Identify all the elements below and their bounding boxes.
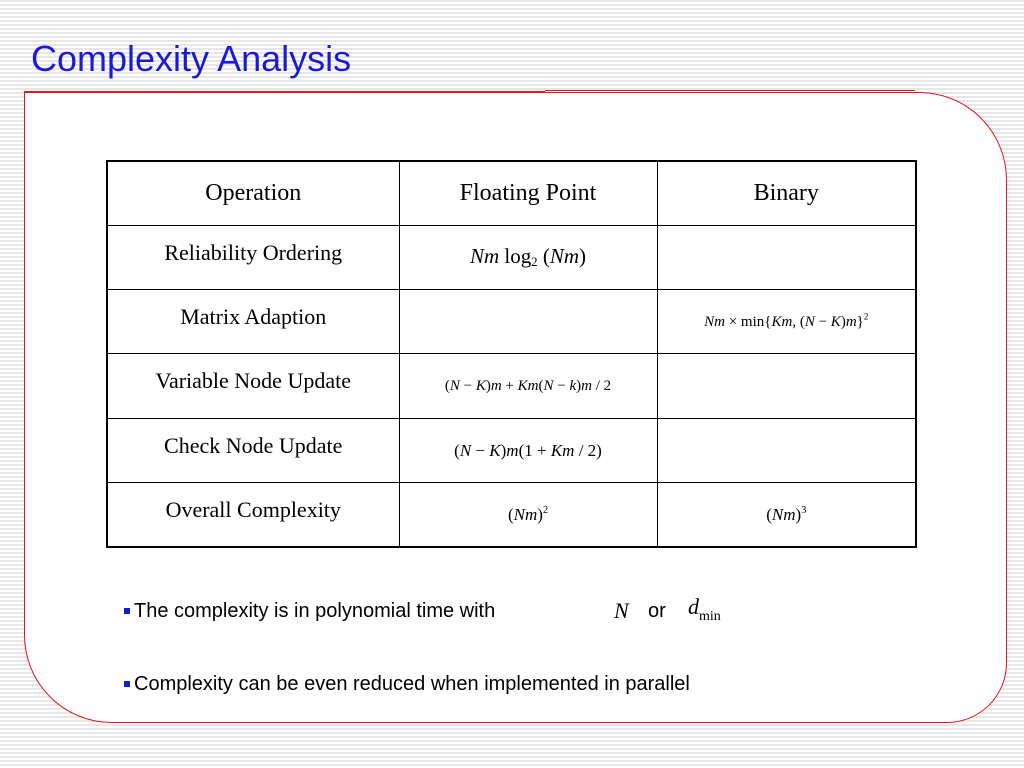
operation-label: Reliability Ordering xyxy=(164,240,343,265)
floating-point-cell xyxy=(399,290,657,354)
complexity-table xyxy=(106,160,917,548)
operation-cell xyxy=(107,290,399,354)
formula-reliability-ordering: Nm $\log_2 (Nm)$ xyxy=(469,244,586,270)
formula-overall-binary: $(Nm)^3$ xyxy=(766,504,807,524)
bullet-connector: or xyxy=(648,600,666,622)
math-variable-dmin xyxy=(688,594,721,624)
formula-overall-floating: $(Nm)^2$ xyxy=(507,504,549,524)
slide-title: Complexity Analysis xyxy=(31,38,352,79)
dmin-subscript: min xyxy=(699,609,721,624)
bullet-square-icon xyxy=(124,681,130,687)
binary-cell xyxy=(657,418,916,482)
table-row xyxy=(107,354,916,418)
table-row xyxy=(107,290,916,354)
binary-cell xyxy=(657,354,916,418)
math-variable-n: N xyxy=(614,598,629,623)
operation-cell xyxy=(107,226,399,290)
table-header-row xyxy=(107,161,916,226)
bullet-parallel xyxy=(124,673,690,696)
binary-cell xyxy=(657,290,916,354)
operation-cell xyxy=(107,418,399,482)
operation-cell xyxy=(107,354,399,418)
operation-label: Variable Node Update xyxy=(155,368,351,394)
header-operation: Operation xyxy=(107,161,399,226)
floating-point-cell xyxy=(399,226,657,290)
header-binary: Binary xyxy=(657,161,916,226)
table-row xyxy=(107,226,916,290)
binary-cell xyxy=(657,226,916,290)
binary-cell xyxy=(657,482,916,547)
table-row xyxy=(107,418,916,482)
bullet-square-icon xyxy=(124,608,130,614)
floating-point-cell xyxy=(399,418,657,482)
header-floating-point: Floating Point xyxy=(399,161,657,226)
floating-point-cell xyxy=(399,482,657,547)
bullet-text: Complexity can be even reduced when implemented in parallel xyxy=(134,673,690,695)
title-underline-line xyxy=(545,90,915,91)
floating-point-cell xyxy=(399,354,657,418)
dmin-base: d xyxy=(688,594,699,619)
bullet-polynomial xyxy=(124,600,495,623)
operation-label: Check Node Update xyxy=(164,432,343,458)
operation-label: Matrix Adaption xyxy=(180,304,327,330)
bullet-text: The complexity is in polynomial time with xyxy=(134,600,496,622)
formula-variable-node-update: (N − K)m + Km(N − k)m / 2 xyxy=(444,378,612,395)
table-row xyxy=(107,482,916,547)
operation-label: Overall Complexity xyxy=(165,496,341,522)
formula-matrix-adaption: Nm × min{Km, (N − K)m}$^2$ xyxy=(704,311,869,331)
operation-cell xyxy=(107,482,399,547)
formula-check-node-update: (N − K)m(1 + Km / 2) xyxy=(454,440,602,460)
